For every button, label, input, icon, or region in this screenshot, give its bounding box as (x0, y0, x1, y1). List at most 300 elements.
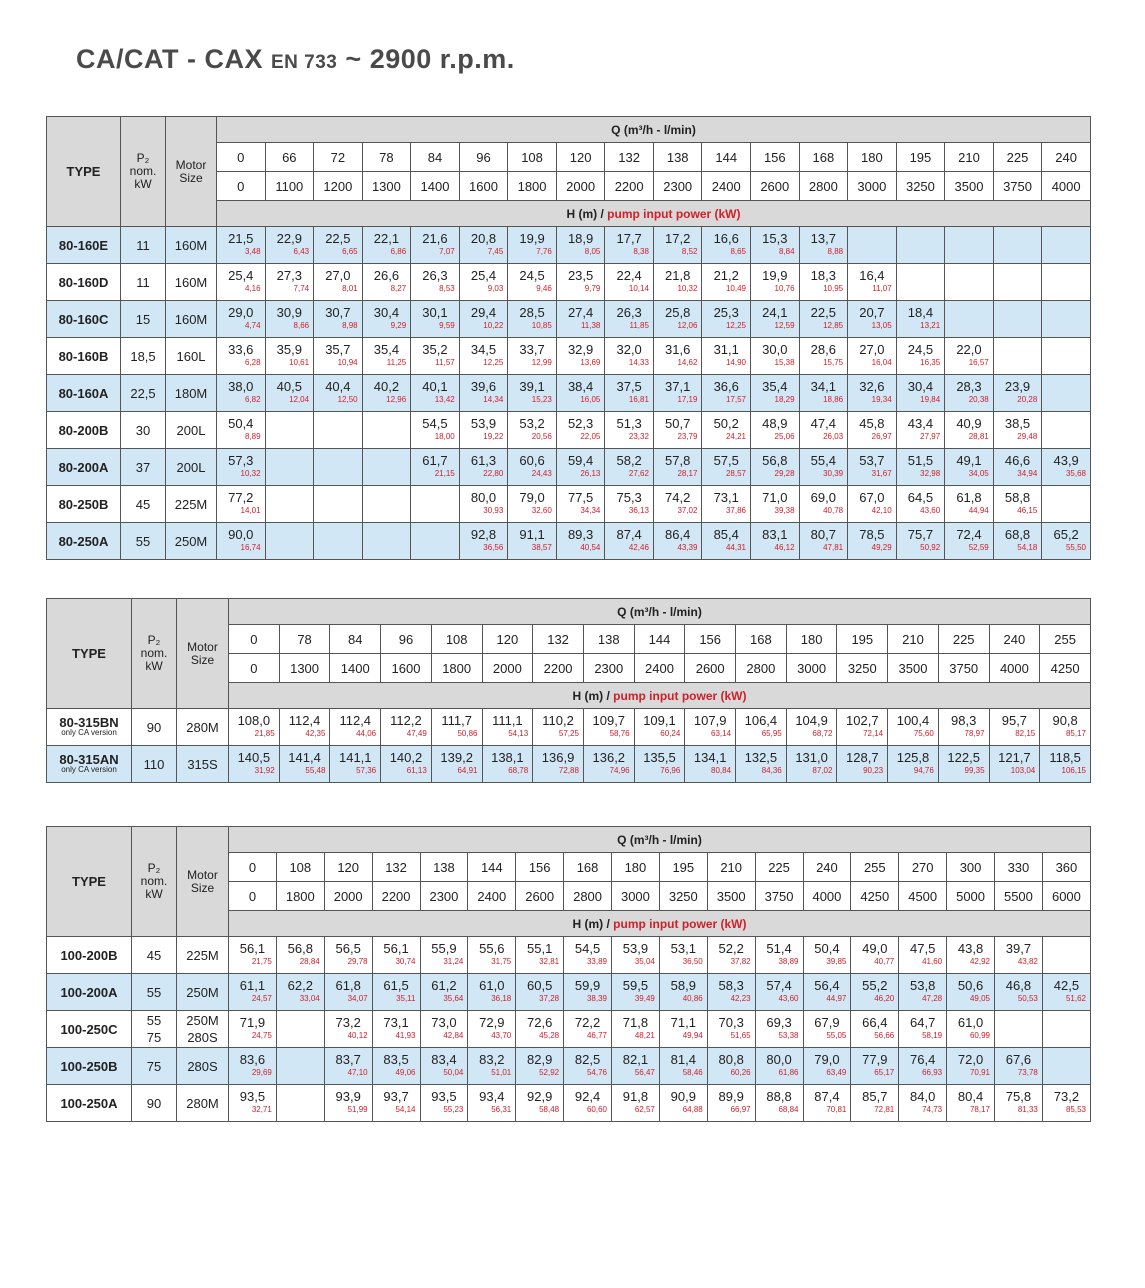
power-value: 57,25 (558, 729, 579, 738)
data-cell (989, 746, 1040, 783)
flow-lmin-value: 2800 (564, 882, 612, 911)
flow-lmin-value: 3500 (945, 172, 994, 201)
data-cell (799, 523, 848, 560)
data-cell (508, 486, 557, 523)
power-value: 34,05 (968, 469, 989, 478)
data-cell (229, 974, 277, 1011)
power-value: 12,06 (677, 321, 698, 330)
flow-m3h-value: 156 (751, 143, 800, 172)
data-cell (1042, 523, 1091, 560)
power-value: 48,21 (634, 1031, 655, 1040)
data-cell (1042, 449, 1091, 486)
power-value: 12,25 (725, 321, 747, 330)
power-value: 12,99 (531, 358, 552, 367)
power-value: 74,96 (609, 766, 630, 775)
data-cell (459, 338, 508, 375)
data-cell (324, 1085, 372, 1122)
head-value: 138,1 (491, 750, 524, 765)
data-cell (837, 746, 888, 783)
flow-m3h-value: 108 (508, 143, 557, 172)
pump-type (47, 523, 121, 560)
power-value: 13,21 (920, 321, 941, 330)
power-value: 8,98 (342, 321, 358, 330)
power-value: 27,97 (920, 432, 941, 441)
power-value: 22,05 (580, 432, 601, 441)
flow-m3h-value: 138 (583, 625, 634, 654)
data-cell (217, 449, 266, 486)
flow-lmin-value: 2400 (634, 654, 685, 683)
power-value: 19,84 (920, 395, 941, 404)
data-cell (634, 746, 685, 783)
table-row (47, 375, 1091, 412)
data-cell (314, 301, 363, 338)
head-value: 111,7 (441, 713, 472, 728)
head-value: 85,7 (862, 1089, 888, 1104)
flow-lmin-value: 4500 (899, 882, 947, 911)
data-cell (508, 375, 557, 412)
data-cell (217, 523, 266, 560)
head-value: 69,0 (810, 490, 836, 505)
data-cell (459, 301, 508, 338)
power-value: 11,25 (386, 358, 407, 367)
power-value: 10,94 (337, 358, 358, 367)
power-value: 31,67 (871, 469, 892, 478)
power-value: 14,90 (725, 358, 747, 367)
pump-type (47, 1011, 132, 1048)
flow-caption: Q (m³/h - l/min) (229, 599, 1091, 625)
head-value: 53,2 (519, 416, 545, 431)
power-nominal: 30 (121, 412, 166, 449)
head-value: 35,9 (276, 342, 302, 357)
power-value: 10,76 (774, 284, 795, 293)
power-value: 10,22 (483, 321, 504, 330)
data-cell (229, 1011, 277, 1048)
flow-m3h-value: 180 (612, 853, 660, 882)
data-cell (803, 1011, 851, 1048)
head-value: 136,2 (592, 750, 626, 765)
head-value: 18,4 (907, 305, 934, 320)
power-value: 72,81 (874, 1105, 895, 1114)
title-separator: ~ (345, 44, 362, 74)
head-value: 25,8 (665, 305, 691, 320)
power-nominal: 110 (132, 746, 177, 783)
performance-table-3 (46, 826, 1091, 1122)
power-value: 46,20 (874, 994, 895, 1003)
head-value: 80,7 (810, 527, 836, 542)
head-value: 71,1 (670, 1015, 696, 1030)
data-cell (945, 375, 994, 412)
head-value: 71,8 (622, 1015, 649, 1030)
head-value: 77,2 (228, 490, 254, 505)
flow-lmin-value: 3750 (755, 882, 803, 911)
head-value: 55,9 (431, 941, 457, 956)
head-value: 59,4 (567, 453, 594, 468)
data-cell (896, 449, 945, 486)
head-value: 27,3 (276, 268, 302, 283)
head-value: 110,2 (542, 713, 574, 728)
flow-lmin-value: 3250 (659, 882, 707, 911)
head-value: 43,4 (907, 416, 934, 431)
head-value: 38,0 (228, 379, 254, 394)
head-value: 135,5 (643, 750, 676, 765)
head-value: 100,4 (896, 713, 930, 728)
head-value: 21,6 (422, 231, 448, 246)
data-cell (372, 937, 420, 974)
power-value: 61,13 (406, 766, 427, 775)
head-value: 80,4 (957, 1089, 984, 1104)
motor-header: Motor Size (177, 827, 229, 937)
head-value: 108,0 (237, 713, 271, 728)
flow-m3h-value: 78 (279, 625, 330, 654)
power-value: 8,27 (390, 284, 407, 293)
head-value: 45,8 (859, 416, 885, 431)
pump-type-label: 80-315BN (59, 714, 119, 730)
flow-lmin-value: 3250 (837, 654, 888, 683)
data-cell (411, 338, 460, 375)
power-value: 40,78 (823, 506, 844, 515)
data-cell (217, 227, 266, 264)
head-value: 48,9 (762, 416, 788, 431)
power-value: 55,05 (826, 1031, 847, 1040)
head-value: 141,1 (338, 750, 372, 765)
head-value: 38,4 (567, 379, 594, 394)
head-value: 82,9 (527, 1052, 553, 1067)
power-value: 10,95 (823, 284, 844, 293)
power-value: 26,03 (823, 432, 844, 441)
table-row (47, 523, 1091, 560)
data-cell (411, 301, 460, 338)
flow-lmin-value: 3250 (896, 172, 945, 201)
data-cell (420, 1011, 468, 1048)
flow-m3h-value: 120 (482, 625, 533, 654)
power-value: 10,32 (240, 469, 261, 478)
motor-size: 280M (177, 709, 229, 746)
head-value: 73,0 (431, 1015, 457, 1030)
head-value: 128,7 (846, 750, 879, 765)
head-value: 47,5 (910, 941, 936, 956)
head-value: 50,4 (814, 941, 840, 956)
head-value: 56,5 (335, 941, 361, 956)
data-cell (755, 1085, 803, 1122)
power-value: 66,93 (922, 1068, 943, 1077)
power-value: 58,46 (682, 1068, 703, 1077)
flow-lmin-value: 2300 (420, 882, 468, 911)
head-value: 36,6 (713, 379, 739, 394)
head-value: 51,3 (616, 416, 642, 431)
power-value: 25,06 (774, 432, 795, 441)
power-value: 29,28 (774, 469, 795, 478)
flow-m3h-value: 195 (659, 853, 707, 882)
header-row (47, 117, 1091, 143)
power-value: 8,01 (342, 284, 358, 293)
power-value: 51,99 (347, 1105, 368, 1114)
data-cell (605, 301, 654, 338)
data-cell (1042, 1085, 1090, 1122)
table-row (47, 1048, 1091, 1085)
power-value: 29,48 (1017, 432, 1038, 441)
power-value: 28,81 (968, 432, 989, 441)
head-value: 72,9 (479, 1015, 505, 1030)
head-value: 22,4 (616, 268, 642, 283)
motor-header: Motor Size (177, 599, 229, 709)
data-cell (564, 974, 612, 1011)
power-value: 55,48 (305, 766, 326, 775)
power-value: 80,84 (711, 766, 732, 775)
power-value: 16,35 (920, 358, 941, 367)
data-cell (362, 301, 411, 338)
power-value: 34,34 (580, 506, 601, 515)
data-cell (653, 301, 702, 338)
power-value: 73,78 (1017, 1068, 1038, 1077)
power-value: 47,81 (823, 543, 844, 552)
flow-lmin-value: 4000 (989, 654, 1040, 683)
data-cell (702, 486, 751, 523)
power-value: 8,52 (681, 247, 698, 256)
data-cell (751, 523, 800, 560)
flow-m3h-value: 144 (468, 853, 516, 882)
head-value: 30,4 (907, 379, 934, 394)
head-value: 50,7 (665, 416, 691, 431)
flow-lmin-value: 5000 (947, 882, 995, 911)
head-value: 32,0 (616, 342, 642, 357)
head-value: 90,0 (228, 527, 254, 542)
head-value: 67,6 (1005, 1052, 1032, 1067)
power-value: 8,05 (584, 247, 601, 256)
data-cell (896, 523, 945, 560)
power-value: 28,84 (299, 957, 320, 966)
flow-lmin-value: 2000 (324, 882, 372, 911)
head-value: 22,5 (325, 231, 351, 246)
head-value: 88,8 (766, 1089, 792, 1104)
power-value: 51,65 (730, 1031, 751, 1040)
power-value: 60,99 (969, 1031, 990, 1040)
data-cell (896, 486, 945, 523)
data-cell (938, 746, 989, 783)
head-value: 39,7 (1005, 941, 1032, 956)
data-cell (896, 227, 945, 264)
data-cell (459, 523, 508, 560)
data-cell (468, 937, 516, 974)
head-value: 75,7 (907, 527, 934, 542)
data-cell (1042, 375, 1091, 412)
power-value: 12,25 (483, 358, 504, 367)
head-value: 74,2 (665, 490, 691, 505)
motor-size: 160M (166, 227, 217, 264)
motor-header: Motor Size (166, 117, 217, 227)
head-value: 122,5 (947, 750, 980, 765)
flow-lmin-value: 1400 (330, 654, 381, 683)
flow-lmin-value: 3000 (848, 172, 897, 201)
power-value: 10,49 (725, 284, 747, 293)
head-value: 102,7 (846, 713, 879, 728)
head-value: 32,9 (567, 342, 594, 357)
type-header: TYPE (47, 827, 132, 937)
power-value: 28,57 (725, 469, 747, 478)
power-value: 42,10 (871, 506, 892, 515)
head-value: 27,4 (567, 305, 594, 320)
type-header: TYPE (47, 599, 132, 709)
data-cell (702, 338, 751, 375)
data-cell (1042, 264, 1091, 301)
data-cell (314, 264, 363, 301)
pump-type-label: 100-250C (60, 1021, 118, 1037)
flow-lmin-value: 0 (217, 172, 266, 201)
data-cell (1042, 974, 1090, 1011)
head-value: 61,2 (431, 978, 457, 993)
motor-size: 250M 280S (177, 1011, 229, 1048)
power-value: 37,86 (725, 506, 747, 515)
flow-lmin-value: 0 (229, 882, 277, 911)
power-value: 75,60 (913, 729, 934, 738)
power-value: 47,49 (406, 729, 427, 738)
head-value: 87,4 (814, 1089, 840, 1104)
flow-m3h-value: 84 (411, 143, 460, 172)
data-cell (381, 746, 432, 783)
flow-lmin-value: 3000 (612, 882, 660, 911)
data-cell (799, 449, 848, 486)
power-value: 78,97 (964, 729, 985, 738)
head-value: 22,9 (276, 231, 302, 246)
data-cell (899, 1011, 947, 1048)
data-cell (702, 412, 751, 449)
flow-m3h-value: 0 (217, 143, 266, 172)
head-value: 43,8 (957, 941, 984, 956)
head-value: 54,5 (422, 416, 448, 431)
power-value: 51,62 (1065, 994, 1086, 1003)
flow-lmin-value: 4000 (1042, 172, 1091, 201)
data-cell (468, 974, 516, 1011)
data-cell (459, 375, 508, 412)
data-cell (372, 1085, 420, 1122)
flow-m3h-value: 0 (229, 853, 277, 882)
pump-type (47, 709, 132, 746)
data-cell (229, 709, 280, 746)
table-row (47, 709, 1091, 746)
head-value: 57,8 (665, 453, 691, 468)
head-value: 31,1 (713, 342, 739, 357)
p2-header: P₂ nom. kW (132, 599, 177, 709)
data-cell (1042, 1048, 1090, 1085)
power-value: 54,13 (508, 729, 529, 738)
data-cell (420, 1048, 468, 1085)
data-cell (659, 1085, 707, 1122)
table-row (47, 1085, 1091, 1122)
p2-header: P₂ nom. kW (132, 827, 177, 937)
data-cell (1042, 338, 1091, 375)
power-value: 54,18 (1017, 543, 1038, 552)
power-value: 34,07 (347, 994, 368, 1003)
head-value: 82,5 (574, 1052, 601, 1067)
power-value: 49,06 (395, 1068, 416, 1077)
power-value: 10,32 (677, 284, 698, 293)
power-value: 30,74 (395, 957, 416, 966)
flow-lmin-value: 2300 (583, 654, 634, 683)
data-cell (799, 264, 848, 301)
data-cell (612, 1011, 660, 1048)
head-value: 16,4 (859, 268, 885, 283)
power-value: 7,07 (439, 247, 455, 256)
data-cell (556, 486, 605, 523)
flow-caption: Q (m³/h - l/min) (229, 827, 1091, 853)
motor-size: 315S (177, 746, 229, 783)
head-value: 20,7 (859, 305, 885, 320)
head-value: 23,9 (1004, 379, 1031, 394)
power-value: 10,61 (289, 358, 310, 367)
power-value: 65,17 (874, 1068, 895, 1077)
power-value: 58,76 (609, 729, 630, 738)
data-cell (556, 412, 605, 449)
flow-lmin-value: 1600 (459, 172, 508, 201)
flow-m3h-value: 240 (803, 853, 851, 882)
flow-lmin-value: 2800 (799, 172, 848, 201)
head-value: 52,2 (718, 941, 744, 956)
head-value: 28,6 (810, 342, 836, 357)
data-cell (1042, 412, 1091, 449)
data-cell (947, 1011, 995, 1048)
power-value: 24,21 (725, 432, 747, 441)
power-value: 42,92 (969, 957, 990, 966)
flow-lmin-value: 3000 (786, 654, 837, 683)
data-cell (276, 1048, 324, 1085)
power-value: 87,02 (812, 766, 833, 775)
power-nominal: 37 (121, 449, 166, 486)
power-value: 11,38 (580, 321, 601, 330)
data-cell (314, 412, 363, 449)
head-value: 21,2 (713, 268, 739, 283)
power-value: 50,86 (457, 729, 478, 738)
motor-size: 225M (177, 937, 229, 974)
head-value: 20,8 (470, 231, 497, 246)
head-value: 134,1 (693, 750, 727, 765)
flow-m3h-value: 180 (848, 143, 897, 172)
flow-m3h-value: 120 (324, 853, 372, 882)
head-value: 61,7 (422, 453, 448, 468)
pump-type (47, 1085, 132, 1122)
head-value: 93,5 (431, 1089, 457, 1104)
data-cell (605, 375, 654, 412)
data-cell (634, 709, 685, 746)
data-cell (993, 301, 1042, 338)
data-cell (848, 227, 897, 264)
head-value: 56,4 (814, 978, 840, 993)
flow-m3h-value: 195 (896, 143, 945, 172)
power-value: 43,60 (778, 994, 799, 1003)
head-value: 80,0 (470, 490, 497, 505)
data-cell (229, 1048, 277, 1085)
pump-type (47, 1048, 132, 1085)
data-cell (653, 227, 702, 264)
head-value: 89,9 (718, 1089, 744, 1104)
head-value: 38,5 (1004, 416, 1031, 431)
data-cell (372, 1011, 420, 1048)
power-value: 35,11 (396, 994, 416, 1003)
power-value: 38,57 (531, 543, 552, 552)
pump-type (47, 264, 121, 301)
head-value: 72,2 (574, 1015, 601, 1030)
table-row (47, 1011, 1091, 1048)
power-value: 49,05 (969, 994, 990, 1003)
head-value: 51,5 (907, 453, 934, 468)
head-value: 50,2 (713, 416, 739, 431)
flow-m3h-value: 255 (851, 853, 899, 882)
head-value: 29,4 (470, 305, 497, 320)
data-cell (848, 338, 897, 375)
power-value: 70,91 (969, 1068, 990, 1077)
data-cell (1042, 937, 1090, 974)
power-value: 9,79 (584, 284, 601, 293)
power-value: 14,01 (240, 506, 261, 515)
power-value: 42,46 (628, 543, 649, 552)
